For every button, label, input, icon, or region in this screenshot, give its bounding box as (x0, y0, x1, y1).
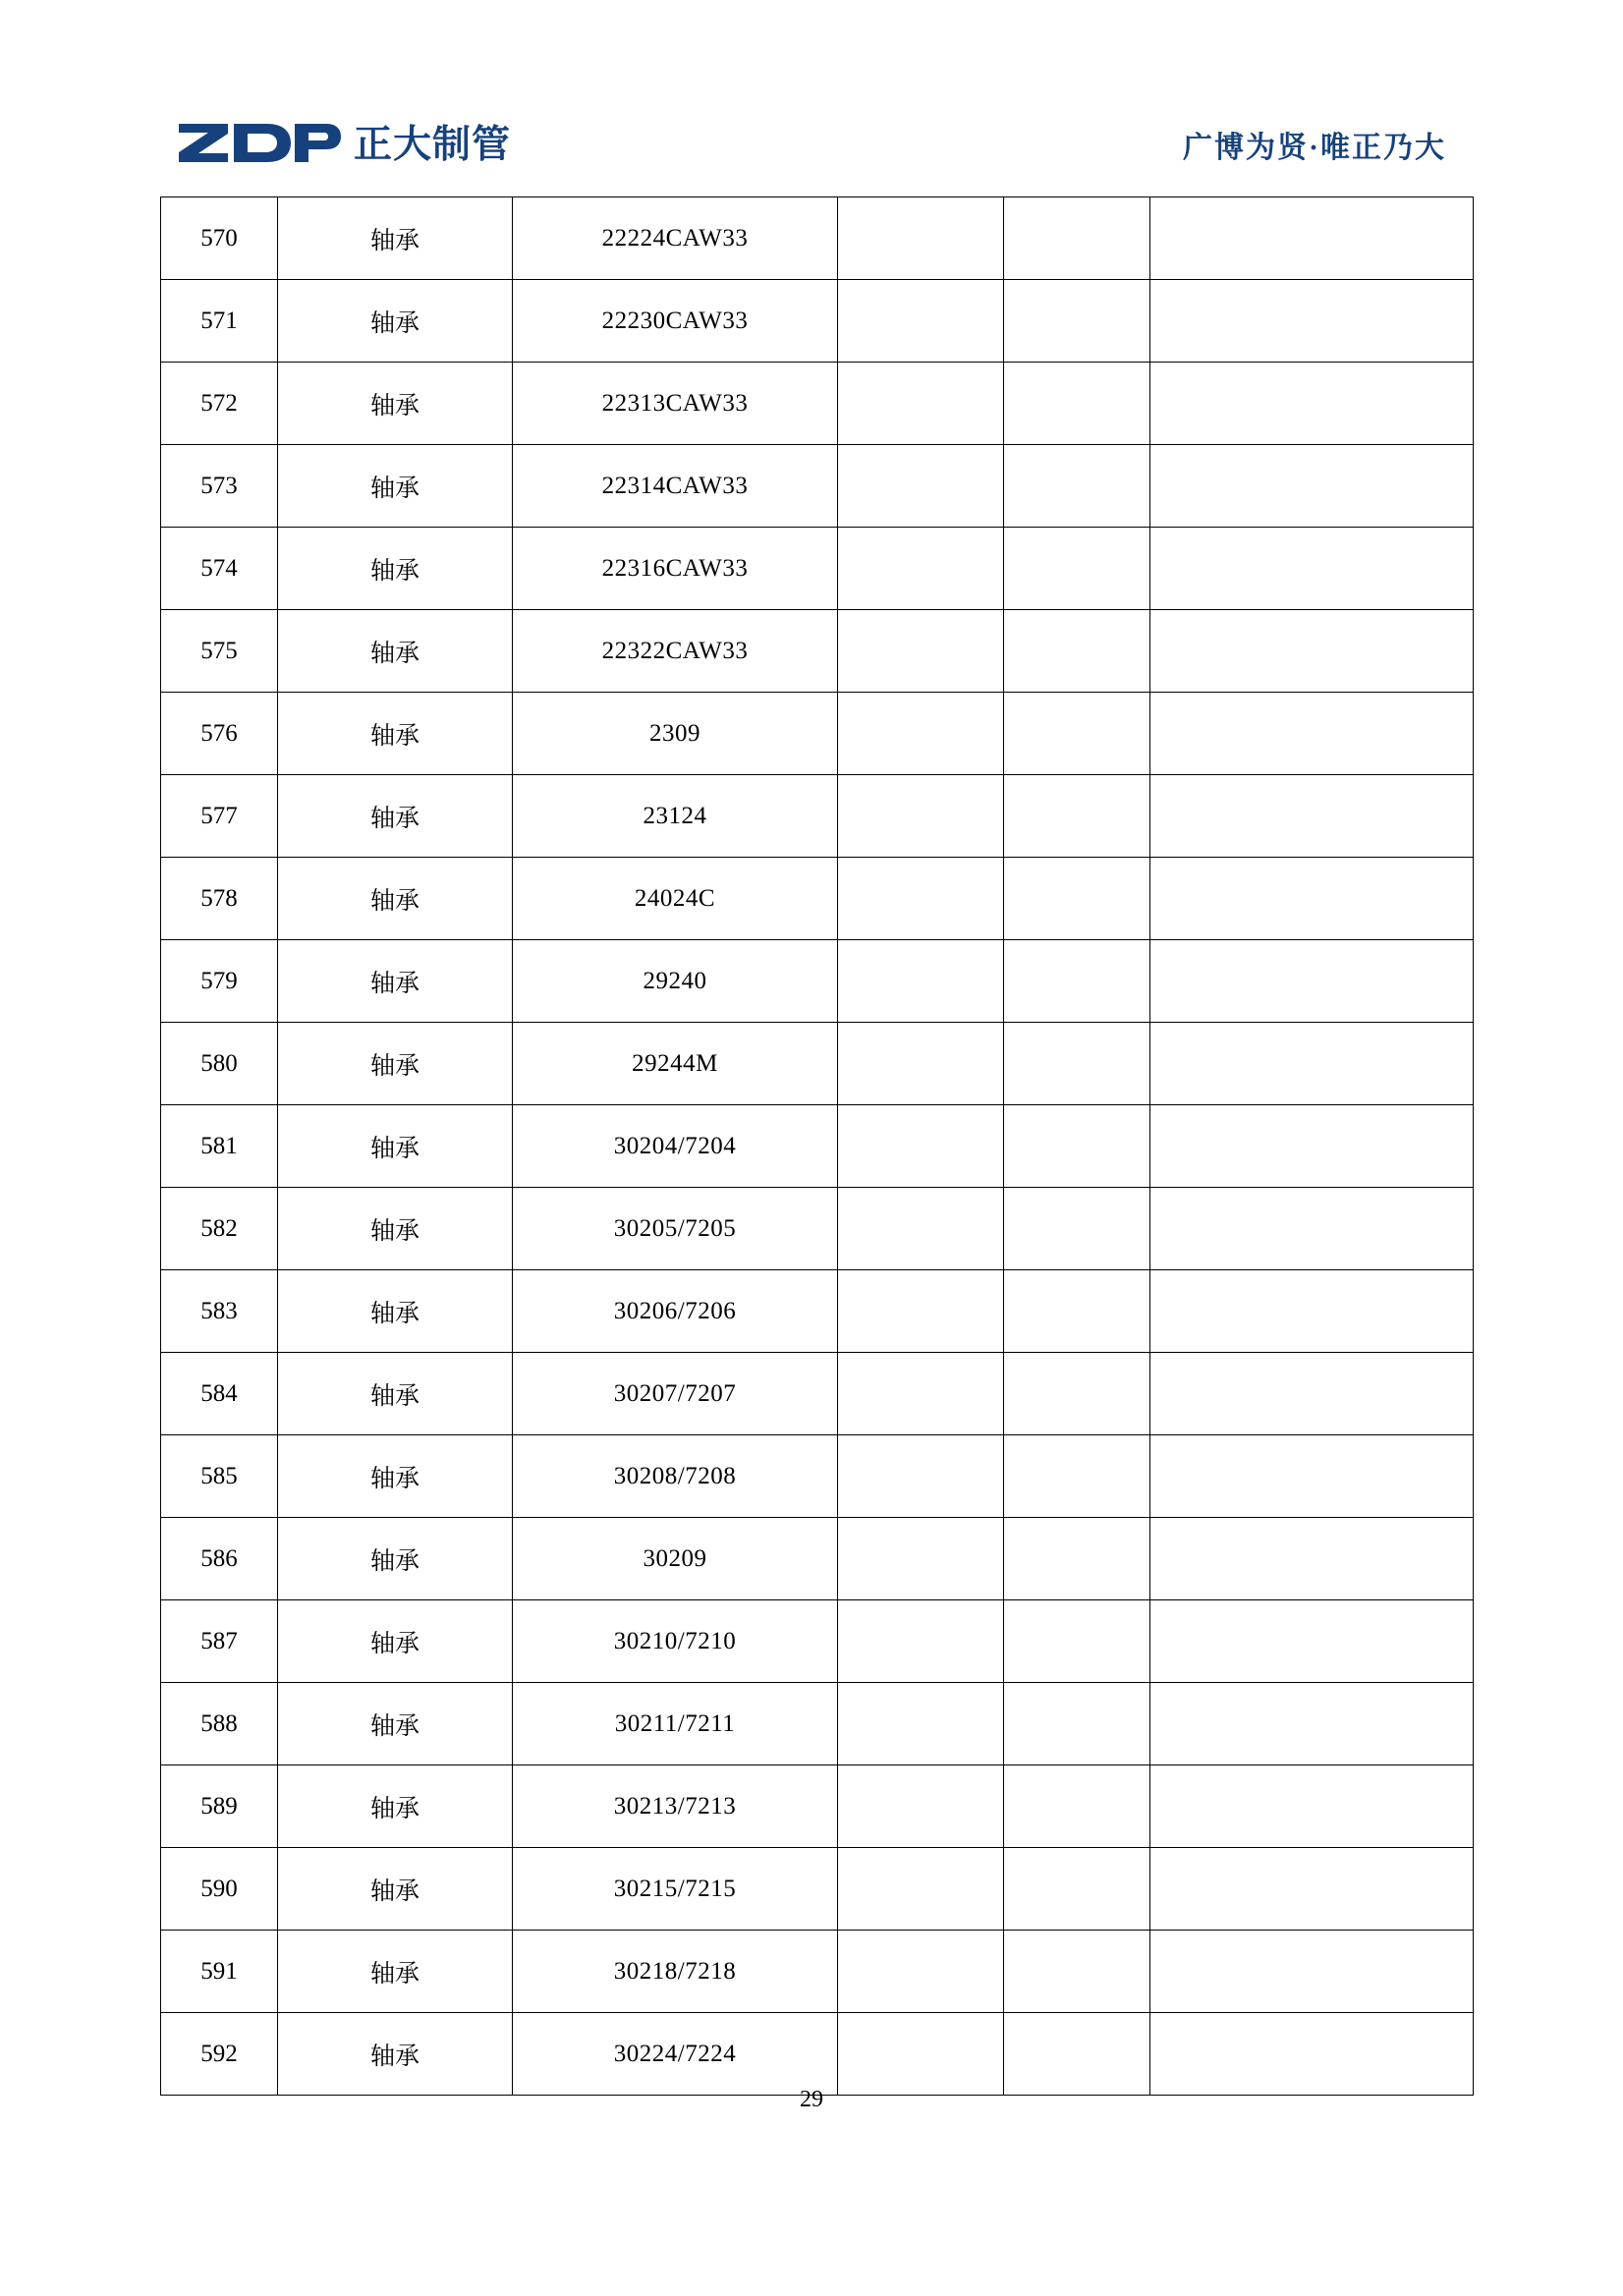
table-row (161, 2013, 1474, 2096)
cell-model: 30204/7204 (513, 1105, 838, 1188)
cell-name: 轴承 (278, 363, 513, 445)
cell-name: 轴承 (278, 1105, 513, 1188)
table-row (161, 1105, 1474, 1188)
cell-model: 22322CAW33 (513, 610, 838, 693)
cell-index: 591 (161, 1931, 278, 2013)
cell-index: 581 (161, 1105, 278, 1188)
table-row (161, 280, 1474, 363)
table-row (161, 1435, 1474, 1518)
parts-table (160, 196, 1474, 2096)
cell-model: 30218/7218 (513, 1931, 838, 2013)
cell-spec (838, 280, 1004, 363)
cell-remark (1150, 1023, 1474, 1105)
cell-model: 30205/7205 (513, 1188, 838, 1270)
table-row (161, 197, 1474, 280)
cell-index: 570 (161, 197, 278, 280)
cell-remark (1150, 445, 1474, 528)
cell-unit (1004, 1518, 1150, 1600)
cell-remark (1150, 940, 1474, 1023)
cell-model: 22314CAW33 (513, 445, 838, 528)
cell-spec (838, 528, 1004, 610)
table-row (161, 1188, 1474, 1270)
cell-spec (838, 940, 1004, 1023)
cell-unit (1004, 445, 1150, 528)
cell-index: 575 (161, 610, 278, 693)
cell-model: 22313CAW33 (513, 363, 838, 445)
table-row (161, 363, 1474, 445)
cell-model: 29244M (513, 1023, 838, 1105)
page-header (177, 110, 1446, 179)
cell-name: 轴承 (278, 280, 513, 363)
cell-index: 586 (161, 1518, 278, 1600)
cell-spec (838, 197, 1004, 280)
table-row (161, 1353, 1474, 1435)
cell-unit (1004, 1105, 1150, 1188)
cell-unit (1004, 2013, 1150, 2096)
cell-unit (1004, 775, 1150, 858)
zdp-logo-icon (177, 120, 342, 170)
cell-model: 23124 (513, 775, 838, 858)
table-row (161, 1931, 1474, 2013)
table-row (161, 610, 1474, 693)
cell-name: 轴承 (278, 528, 513, 610)
table-row (161, 445, 1474, 528)
table-row (161, 1023, 1474, 1105)
cell-unit (1004, 610, 1150, 693)
cell-index: 573 (161, 445, 278, 528)
cell-index: 576 (161, 693, 278, 775)
cell-index: 592 (161, 2013, 278, 2096)
cell-remark (1150, 858, 1474, 940)
company-slogan: 广博为贤·唯正乃大 (1182, 132, 1446, 164)
cell-remark (1150, 693, 1474, 775)
cell-spec (838, 1848, 1004, 1931)
cell-index: 589 (161, 1765, 278, 1848)
parts-table-container (160, 196, 1467, 2096)
cell-index: 583 (161, 1270, 278, 1353)
cell-remark (1150, 1765, 1474, 1848)
cell-index: 582 (161, 1188, 278, 1270)
cell-remark (1150, 197, 1474, 280)
cell-unit (1004, 693, 1150, 775)
cell-spec (838, 1353, 1004, 1435)
logo-company-name: 正大制管 (354, 123, 512, 166)
cell-spec (838, 363, 1004, 445)
cell-model: 30207/7207 (513, 1353, 838, 1435)
cell-model: 30224/7224 (513, 2013, 838, 2096)
cell-name: 轴承 (278, 1765, 513, 1848)
cell-name: 轴承 (278, 1518, 513, 1600)
cell-remark (1150, 775, 1474, 858)
cell-remark (1150, 1105, 1474, 1188)
cell-spec (838, 1765, 1004, 1848)
cell-index: 588 (161, 1683, 278, 1765)
table-row (161, 858, 1474, 940)
cell-index: 571 (161, 280, 278, 363)
cell-name: 轴承 (278, 1023, 513, 1105)
cell-index: 580 (161, 1023, 278, 1105)
cell-unit (1004, 1765, 1150, 1848)
cell-remark (1150, 363, 1474, 445)
cell-index: 584 (161, 1353, 278, 1435)
cell-unit (1004, 1353, 1150, 1435)
page-number: 29 (800, 2087, 823, 2112)
cell-model: 30206/7206 (513, 1270, 838, 1353)
cell-name: 轴承 (278, 1188, 513, 1270)
table-row (161, 528, 1474, 610)
cell-model: 24024C (513, 858, 838, 940)
cell-remark (1150, 2013, 1474, 2096)
cell-spec (838, 1023, 1004, 1105)
cell-spec (838, 1435, 1004, 1518)
cell-unit (1004, 858, 1150, 940)
cell-model: 30210/7210 (513, 1600, 838, 1683)
cell-model: 22224CAW33 (513, 197, 838, 280)
cell-remark (1150, 1270, 1474, 1353)
cell-name: 轴承 (278, 940, 513, 1023)
cell-name: 轴承 (278, 1353, 513, 1435)
cell-spec (838, 1105, 1004, 1188)
cell-unit (1004, 1600, 1150, 1683)
cell-spec (838, 858, 1004, 940)
table-row (161, 1518, 1474, 1600)
table-row (161, 693, 1474, 775)
cell-model: 22316CAW33 (513, 528, 838, 610)
cell-spec (838, 2013, 1004, 2096)
cell-index: 587 (161, 1600, 278, 1683)
cell-index: 572 (161, 363, 278, 445)
cell-name: 轴承 (278, 1600, 513, 1683)
table-row (161, 1765, 1474, 1848)
cell-unit (1004, 1188, 1150, 1270)
cell-index: 578 (161, 858, 278, 940)
cell-model: 30215/7215 (513, 1848, 838, 1931)
cell-remark (1150, 610, 1474, 693)
cell-name: 轴承 (278, 693, 513, 775)
cell-remark (1150, 1188, 1474, 1270)
cell-index: 577 (161, 775, 278, 858)
cell-spec (838, 1188, 1004, 1270)
cell-remark (1150, 1683, 1474, 1765)
table-row (161, 1683, 1474, 1765)
cell-unit (1004, 528, 1150, 610)
cell-model: 30208/7208 (513, 1435, 838, 1518)
cell-unit (1004, 1931, 1150, 2013)
cell-name: 轴承 (278, 858, 513, 940)
cell-remark (1150, 280, 1474, 363)
cell-name: 轴承 (278, 445, 513, 528)
cell-model: 30209 (513, 1518, 838, 1600)
cell-model: 30213/7213 (513, 1765, 838, 1848)
table-row (161, 940, 1474, 1023)
table-row (161, 1848, 1474, 1931)
cell-unit (1004, 940, 1150, 1023)
cell-remark (1150, 1353, 1474, 1435)
table-row (161, 1600, 1474, 1683)
cell-unit (1004, 280, 1150, 363)
company-logo (177, 120, 511, 170)
cell-spec (838, 610, 1004, 693)
cell-index: 590 (161, 1848, 278, 1931)
cell-index: 574 (161, 528, 278, 610)
cell-model: 29240 (513, 940, 838, 1023)
cell-name: 轴承 (278, 1435, 513, 1518)
cell-spec (838, 1518, 1004, 1600)
cell-unit (1004, 1848, 1150, 1931)
cell-spec (838, 1270, 1004, 1353)
cell-remark (1150, 528, 1474, 610)
cell-unit (1004, 1435, 1150, 1518)
cell-remark (1150, 1848, 1474, 1931)
cell-model: 2309 (513, 693, 838, 775)
cell-model: 30211/7211 (513, 1683, 838, 1765)
cell-spec (838, 445, 1004, 528)
cell-spec (838, 1683, 1004, 1765)
cell-unit (1004, 1683, 1150, 1765)
cell-name: 轴承 (278, 610, 513, 693)
cell-remark (1150, 1435, 1474, 1518)
cell-name: 轴承 (278, 1683, 513, 1765)
cell-name: 轴承 (278, 197, 513, 280)
cell-index: 585 (161, 1435, 278, 1518)
cell-remark (1150, 1600, 1474, 1683)
cell-unit (1004, 1023, 1150, 1105)
cell-unit (1004, 1270, 1150, 1353)
cell-unit (1004, 363, 1150, 445)
table-row (161, 1270, 1474, 1353)
table-row (161, 775, 1474, 858)
cell-spec (838, 775, 1004, 858)
cell-model: 22230CAW33 (513, 280, 838, 363)
cell-name: 轴承 (278, 775, 513, 858)
cell-spec (838, 693, 1004, 775)
cell-remark (1150, 1518, 1474, 1600)
cell-unit (1004, 197, 1150, 280)
cell-index: 579 (161, 940, 278, 1023)
cell-name: 轴承 (278, 1931, 513, 2013)
cell-spec (838, 1600, 1004, 1683)
cell-name: 轴承 (278, 1848, 513, 1931)
cell-spec (838, 1931, 1004, 2013)
cell-remark (1150, 1931, 1474, 2013)
cell-name: 轴承 (278, 2013, 513, 2096)
cell-name: 轴承 (278, 1270, 513, 1353)
page-footer (0, 2087, 1623, 2113)
